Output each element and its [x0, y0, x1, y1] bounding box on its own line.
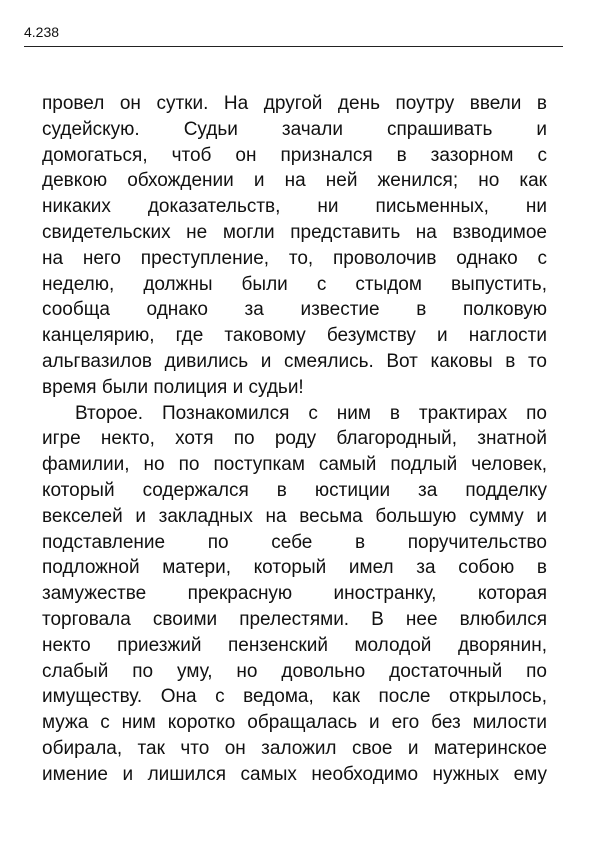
text-line: торговала своими прелестями. В нее влюбился — [42, 608, 547, 630]
text-line: замужестве прекрасную иностранку, которая — [42, 583, 547, 605]
text-line: домогаться, чтоб он признался в зазорном с — [42, 144, 547, 166]
text-line: время были полиция и судьи! — [42, 376, 304, 398]
text-line: неделю, должны были с стыдом выпустить, — [42, 273, 547, 295]
text-line: фамилии, но по поступкам самый подлый человек, — [42, 454, 547, 476]
page-number: 4.238 — [24, 24, 60, 40]
body-text — [42, 91, 547, 788]
header-divider — [24, 46, 563, 47]
text-line: игре некто, хотя по роду благородный, знатной — [42, 428, 547, 450]
text-line: векселей и закладных на весьма большую сумму и — [42, 505, 547, 527]
text-line: подложной матери, который имел за собою в — [42, 557, 547, 579]
text-line: который содержался в юстиции за подделку — [42, 479, 547, 501]
text-line: имуществу. Она с ведома, как после открылось, — [42, 686, 547, 708]
text-line: девкою обхождении и на ней женился; но как — [42, 170, 547, 192]
text-line: Второе. Познакомился с ним в трактирах по — [75, 402, 547, 424]
text-line: имение и лишился самых необходимо нужных ему — [42, 763, 547, 785]
text-line: некто приезжий пензенский молодой дворянин, — [42, 634, 547, 656]
text-line: никаких доказательств, ни письменных, ни — [42, 196, 547, 218]
text-line: мужа с ним коротко обращалась и его без милости — [42, 712, 547, 734]
text-line: подставление по себе в поручительство — [42, 531, 547, 553]
text-line: слабый по уму, но довольно достаточный по — [42, 660, 547, 682]
text-line: обирала, так что он заложил свое и материнское — [42, 737, 547, 759]
text-line: сообща однако за известие в полковую — [42, 299, 547, 321]
text-line: свидетельских не могли представить на взводимое — [42, 221, 547, 243]
text-line: альгвазилов дивились и смеялись. Вот каковы в то — [42, 350, 547, 372]
text-line: судейскую. Судьи зачали спрашивать и — [42, 118, 547, 140]
text-line: канцелярию, где таковому безумству и наглости — [42, 325, 547, 347]
text-line: провел он сутки. На другой день поутру ввели в — [42, 93, 547, 114]
text-line: на него преступление, то, проволочив однако с — [42, 247, 547, 269]
